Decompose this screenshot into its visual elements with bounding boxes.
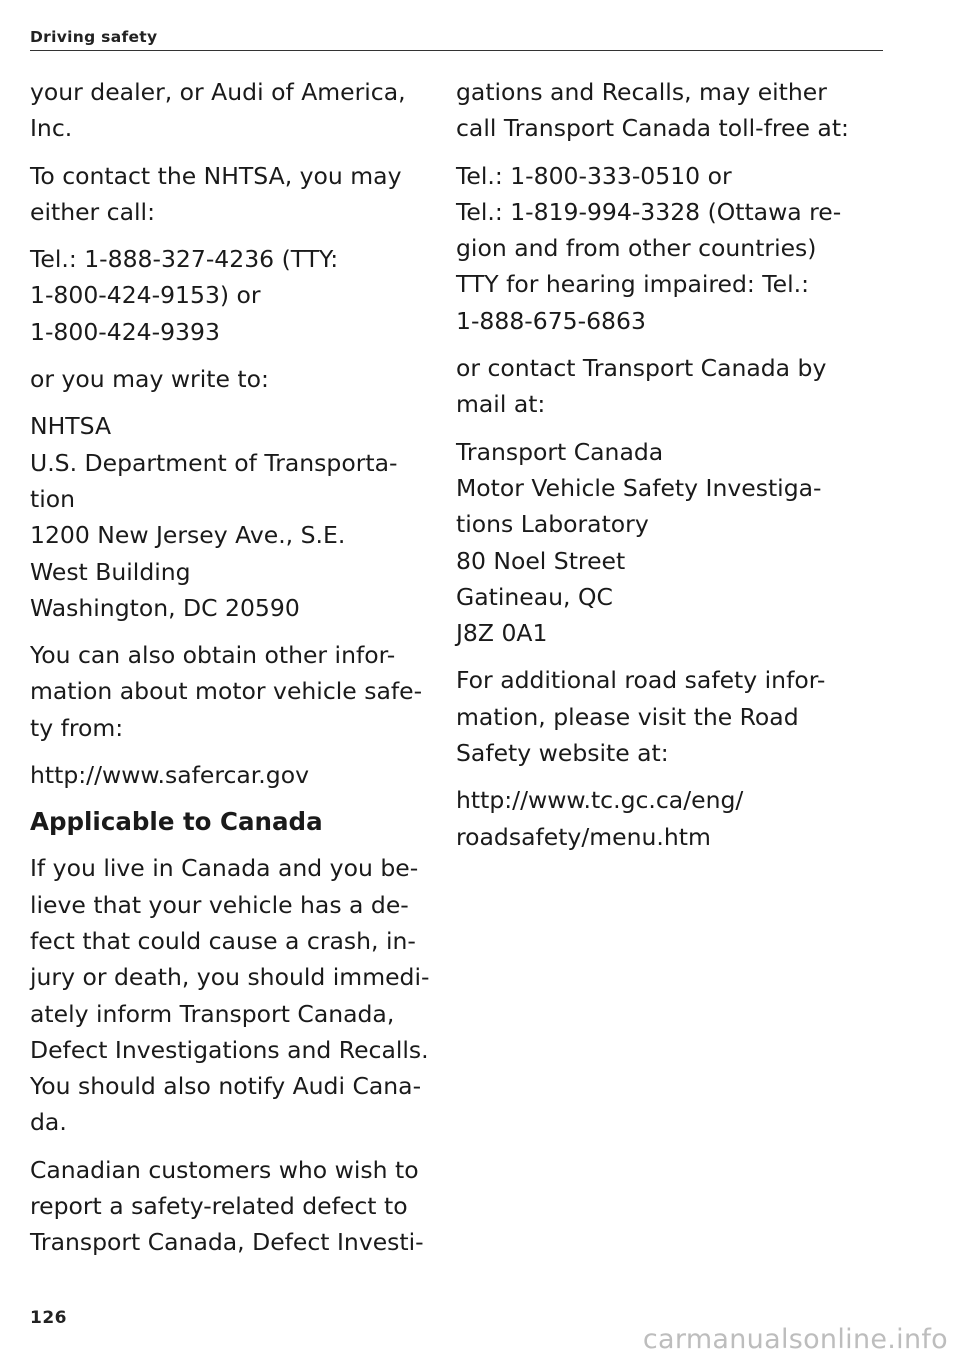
heading-applicable-canada: Applicable to Canada [30,807,323,837]
text-line: or contact Transport Canada by [456,354,827,383]
paragraph-canada-defect [30,850,450,1140]
text-line: mation about motor vehicle safe- [30,677,423,706]
address-line: Gatineau, QC [456,582,613,611]
text-line: mation, please visit the Road [456,702,799,731]
text-line: Tel.: 1-800-333-0510 or [456,161,732,190]
text-line: fect that could cause a crash, in- [30,926,416,955]
text-line: If you live in Canada and you be- [30,854,419,883]
safercar-url [30,757,450,793]
paragraph-continued [456,74,876,147]
url-line: http://www.safercar.gov [30,761,309,790]
text-line: gations and Recalls, may either [456,78,827,106]
text-line: TTY for hearing impaired: Tel.: [456,270,810,299]
address-line: West Building [30,557,191,586]
paragraph-nhtsa-phone [30,241,450,350]
text-line: Transport Canada, Defect Investi- [30,1228,424,1257]
transport-canada-address [456,434,876,652]
text-line: 1-888-675-6863 [456,306,646,335]
address-line: Transport Canada [456,437,664,466]
text-line: 1-800-424-9153) or [30,281,261,310]
road-safety-url [456,782,876,855]
text-line: your dealer, or Audi of America, [30,78,406,106]
left-column [30,74,450,1272]
paragraph-obtain-info [30,637,450,746]
nhtsa-address [30,408,450,626]
text-line: You can also obtain other infor- [30,641,396,670]
paragraph-write [30,361,450,397]
text-line: lieve that your vehicle has a de- [30,890,409,919]
address-line: Motor Vehicle Safety Investiga- [456,473,822,502]
text-line: For additional road safety infor- [456,666,826,695]
paragraph-contact-nhtsa [30,158,450,231]
text-line: jury or death, you should immedi- [30,963,430,992]
text-line: Tel.: 1-888-327-4236 (TTY: [30,245,339,274]
text-line: To contact the NHTSA, you may [30,161,402,190]
text-line: Inc. [30,114,73,143]
text-line: Tel.: 1-819-994-3328 (Ottawa re- [456,197,842,226]
paragraph-canadian-customers [30,1152,450,1261]
text-line: Safety website at: [456,739,669,768]
text-line: gion and from other countries) [456,234,817,263]
text-line: or you may write to: [30,365,269,394]
text-line: Defect Investigations and Recalls. [30,1035,429,1064]
address-line: Washington, DC 20590 [30,593,300,622]
address-line: 80 Noel Street [456,546,626,575]
text-line: You should also notify Audi Cana- [30,1072,422,1101]
page-header [30,26,883,51]
paragraph-mail [456,350,876,423]
address-line: 1200 New Jersey Ave., S.E. [30,521,346,550]
text-line: 1-800-424-9393 [30,317,220,346]
page-number: 126 [30,1308,67,1328]
text-line: da. [30,1108,67,1137]
text-line: ty from: [30,713,124,742]
address-line: J8Z 0A1 [456,619,548,648]
text-line: report a safety-related defect to [30,1192,408,1221]
paragraph-dealer [30,74,450,147]
url-line: roadsafety/menu.htm [456,822,711,851]
address-line: tion [30,484,76,513]
text-line: ately inform Transport Canada, [30,999,395,1028]
text-line: Canadian customers who wish to [30,1155,419,1184]
paragraph-canada-phone [456,158,876,339]
text-line: call Transport Canada toll-free at: [456,114,849,143]
address-line: tions Laboratory [456,510,649,539]
text-line: either call: [30,197,155,226]
watermark: carmanualsonline.info [642,1324,948,1355]
url-line: http://www.tc.gc.ca/eng/ [456,786,744,815]
address-line: NHTSA [30,412,112,441]
address-line: U.S. Department of Transporta- [30,448,398,477]
paragraph-additional-info [456,662,876,771]
right-column [456,74,876,866]
section-title: Driving safety [30,28,158,46]
text-line: mail at: [456,390,546,419]
